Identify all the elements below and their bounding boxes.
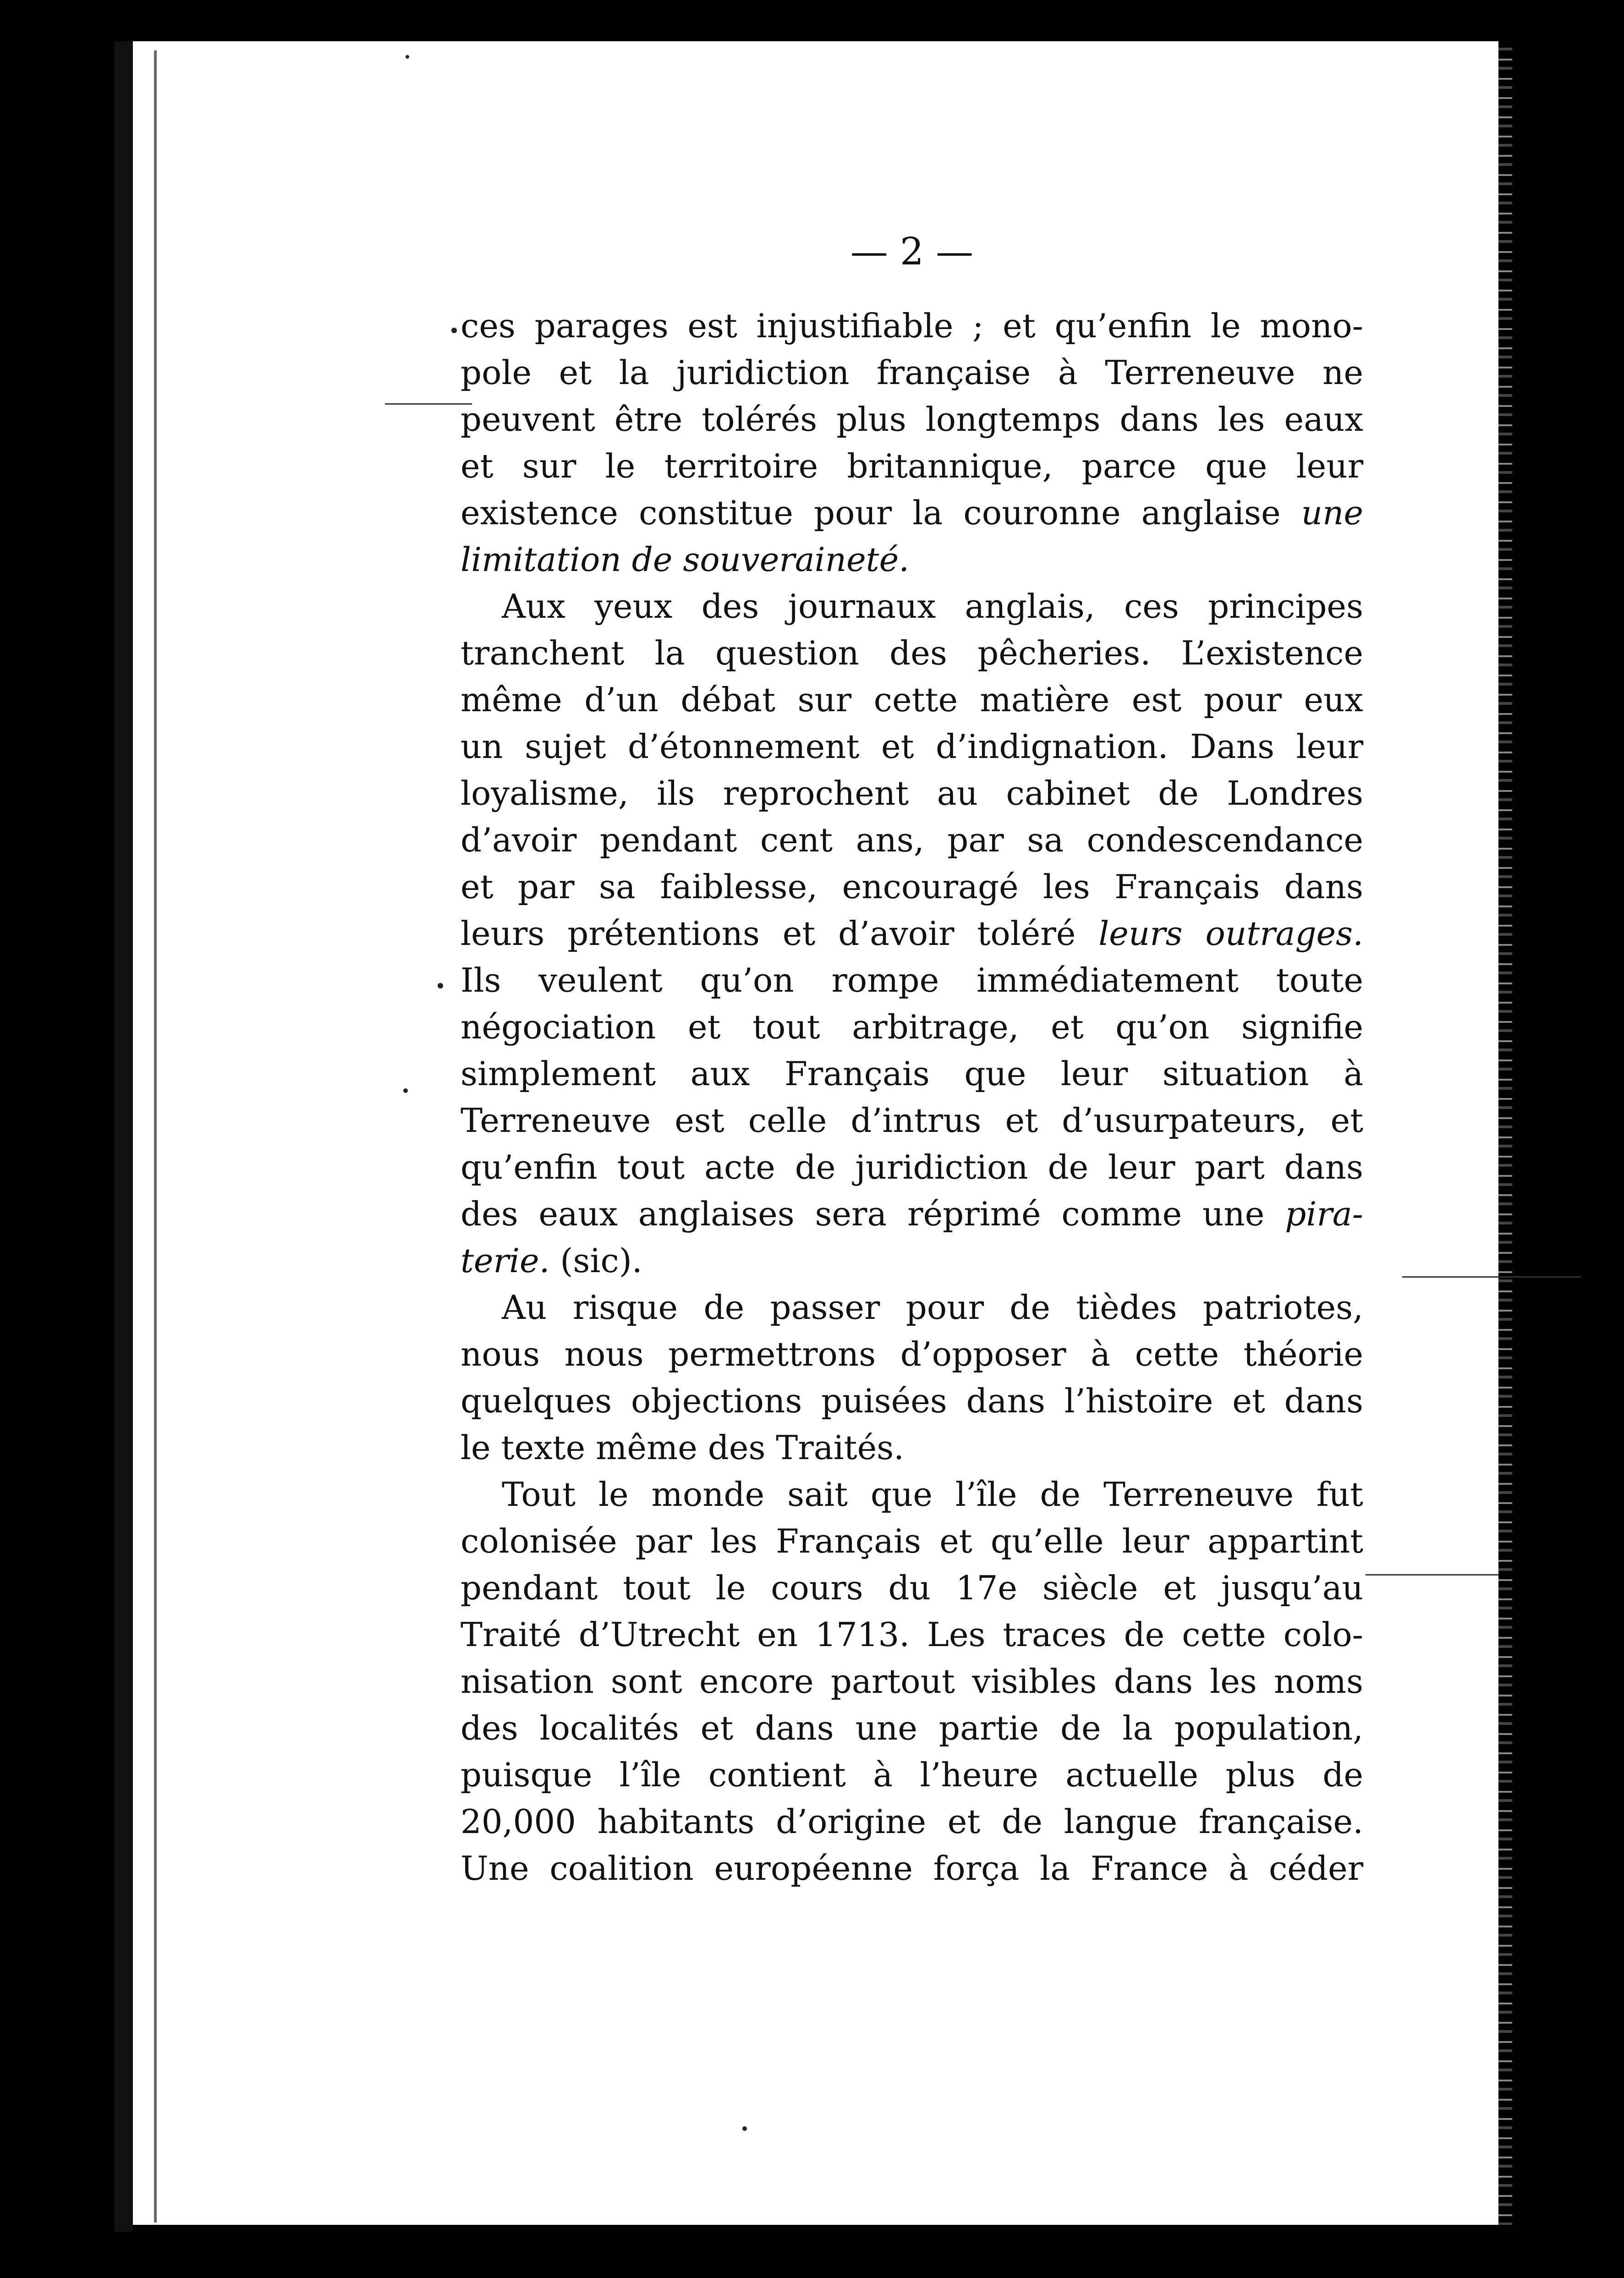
text-line [461, 1097, 1363, 1144]
text-segment: des eaux anglaises sera réprimé comme une [461, 1195, 1285, 1233]
scan-border-bottom [133, 2225, 1531, 2234]
text-line [461, 443, 1363, 489]
text-segment: Une coalition européenne força la France à céder [461, 1849, 1363, 1888]
text-segment: Traité d’Utrecht en 1713. Les traces de cette colo- [461, 1615, 1363, 1654]
italic-text: une [1301, 494, 1363, 532]
text-segment: ces parages est injustifiable ; et qu’enfin le mono- [461, 307, 1363, 345]
text-segment: et sur le territoire britannique, parce que leur [461, 447, 1363, 485]
text-segment: qu’enfin tout acte de juridiction de leur part dans [461, 1148, 1363, 1186]
text-segment: négociation et tout arbitrage, et qu’on signifie [461, 1008, 1363, 1046]
italic-text: terie. [461, 1241, 550, 1280]
text-segment: même d’un débat sur cette matière est pour eux [461, 681, 1363, 719]
text-line [461, 723, 1363, 770]
text-line [461, 1564, 1363, 1611]
text-segment: nisation sont encore partout visibles dans les noms [461, 1662, 1363, 1701]
text-line [461, 1471, 1363, 1518]
text-line [461, 583, 1363, 630]
text-segment: existence constitue pour la couronne anglaise [461, 494, 1301, 532]
text-line [461, 536, 1363, 583]
text-segment: Au risque de passer pour de tièdes patriotes, [502, 1288, 1363, 1327]
text-line [461, 817, 1363, 863]
text-line [461, 1845, 1363, 1892]
text-segment: colonisée par les Français et qu’elle leur appartint [461, 1522, 1363, 1560]
text-segment: quelques objections puisées dans l’histoire et dans [461, 1382, 1363, 1420]
stray-rule-mark [385, 403, 472, 405]
text-segment: d’avoir pendant cent ans, par sa condescendance [461, 821, 1363, 859]
text-segment: le texte même des Traités. [461, 1428, 905, 1467]
text-segment: nous nous permettrons d’opposer à cette théorie [461, 1335, 1363, 1373]
text-line [461, 1611, 1363, 1658]
text-segment: Ils veulent qu’on rompe immédiatement toute [461, 961, 1363, 999]
italic-text: leurs outrages. [1098, 914, 1364, 953]
stray-dot-mark [406, 55, 409, 59]
text-segment: simplement aux Français que leur situation à [461, 1054, 1363, 1093]
text-segment: loyalisme, ils reprochent au cabinet de Londres [461, 774, 1363, 812]
text-segment: peuvent être tolérés plus longtemps dans les eaux [461, 400, 1363, 439]
text-line [461, 1237, 1363, 1284]
page-right-edge [1498, 41, 1512, 2232]
page-number: — 2 — [850, 230, 974, 274]
text-segment: Aux yeux des journaux anglais, ces principes [502, 587, 1363, 626]
scan-border-right [1512, 41, 1531, 2232]
text-line [461, 863, 1363, 910]
text-line [461, 1705, 1363, 1751]
text-segment: pole et la juridiction française à Terreneuve ne [461, 353, 1363, 392]
text-line [461, 1518, 1363, 1564]
text-segment: Tout le monde sait que l’île de Terreneuve fut [502, 1475, 1363, 1514]
text-segment: des localités et dans une partie de la population, [461, 1709, 1363, 1747]
text-line [461, 396, 1363, 443]
text-segment: et par sa faiblesse, encouragé les Français dans [461, 867, 1363, 906]
stray-rule-mark [1366, 1574, 1498, 1575]
text-line [461, 1144, 1363, 1191]
text-segment: puisque l’île contient à l’heure actuelle plus de [461, 1756, 1363, 1794]
text-line [461, 957, 1363, 1004]
stray-rule-mark [1402, 1276, 1581, 1278]
italic-text: limitation de souveraineté. [461, 540, 910, 579]
text-line [461, 630, 1363, 676]
stray-dot-mark [742, 2126, 747, 2131]
text-line [461, 489, 1363, 536]
text-segment: 20,000 habitants d’origine et de langue française. [461, 1802, 1363, 1841]
text-line [461, 770, 1363, 817]
text-line [461, 1050, 1363, 1097]
text-line [461, 676, 1363, 723]
text-segment: Terreneuve est celle d’intrus et d’usurpateurs, et [461, 1101, 1363, 1140]
stray-dot-mark [438, 983, 443, 988]
stray-dot-mark [451, 328, 457, 333]
text-segment: un sujet d’étonnement et d’indignation. Dans leur [461, 727, 1363, 766]
body-text [461, 302, 1363, 1892]
text-line [461, 1658, 1363, 1705]
stray-dot-mark [403, 1088, 408, 1093]
text-segment: leurs prétentions et d’avoir toléré [461, 914, 1099, 953]
text-line [461, 1331, 1363, 1378]
text-line [461, 1424, 1363, 1471]
text-line [461, 910, 1363, 957]
text-line [461, 1191, 1363, 1237]
italic-text: pira- [1285, 1195, 1363, 1233]
text-line [461, 1378, 1363, 1424]
page-gutter-line [154, 50, 157, 2223]
text-line [461, 1751, 1363, 1798]
text-line [461, 1798, 1363, 1845]
text-line [461, 1004, 1363, 1050]
text-segment: pendant tout le cours du 17e siècle et jusqu’au [461, 1569, 1363, 1607]
text-line [461, 1284, 1363, 1331]
text-segment: tranchent la question des pêcheries. L’existence [461, 634, 1363, 672]
text-line [461, 349, 1363, 396]
text-segment: (sic). [549, 1241, 642, 1280]
text-line [461, 302, 1363, 349]
